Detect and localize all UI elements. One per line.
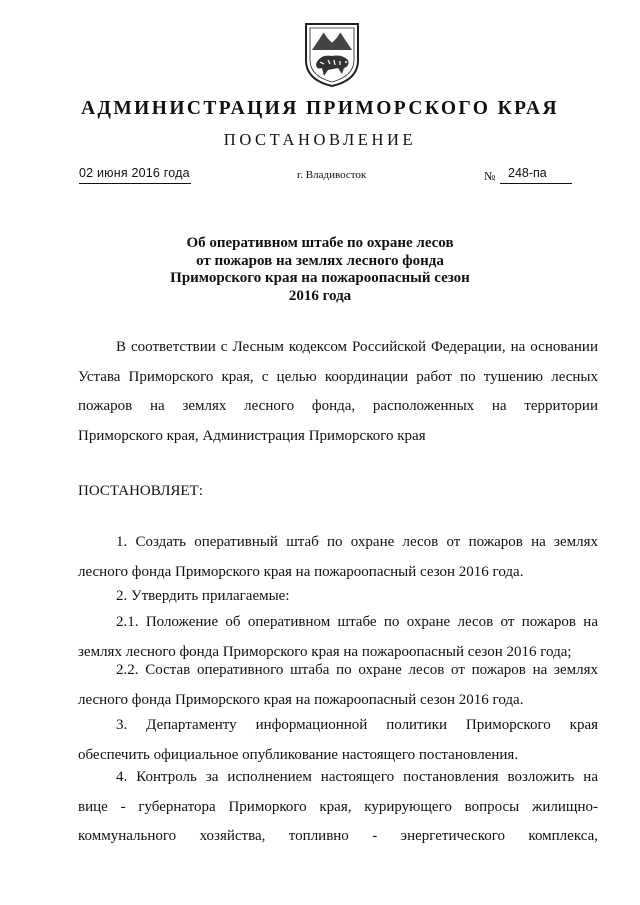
title-line: Приморского края на пожароопасный сезон bbox=[170, 270, 470, 286]
item-2-paragraph: 2. Утвердить прилагаемые: bbox=[116, 588, 290, 604]
resolves-heading: ПОСТАНОВЛЯЕТ: bbox=[78, 483, 203, 499]
text-line: землях лесного фонда Приморского края на пожароопасный сезон 2016 года; bbox=[78, 643, 572, 660]
text-line: Приморского края, Администрация Приморского края bbox=[78, 427, 426, 444]
item-2-2-paragraph bbox=[78, 656, 598, 715]
text-line: лесного фонда Приморского края на пожароопасный сезон 2016 года. bbox=[78, 691, 524, 708]
coat-of-arms-emblem bbox=[302, 20, 362, 88]
preamble-paragraph bbox=[78, 333, 598, 451]
document-title bbox=[0, 235, 640, 305]
text-line: обеспечить официальное опубликование настоящего постановления. bbox=[78, 746, 519, 763]
number-sign: № bbox=[484, 169, 496, 183]
text-line: вице - губернатора Приморкого края, курирующего вопросы жилищно- bbox=[78, 798, 598, 815]
title-line: от пожаров на землях лесного фонда bbox=[196, 252, 444, 269]
text-line: пожаров на землях лесного фонда, расположенных на территории bbox=[78, 398, 598, 414]
document-type-heading: ПОСТАНОВЛЕНИЕ bbox=[223, 130, 417, 149]
title-line: Об оперативном штабе по охране лесов bbox=[186, 235, 454, 251]
organization-heading: АДМИНИСТРАЦИЯ ПРИМОРСКОГО КРАЯ bbox=[81, 98, 559, 119]
text-line: коммунального хозяйства, топливно - энергетического комплекса, bbox=[78, 828, 598, 844]
text-line: Устава Приморского края, с целью координации работ по тушению лесных bbox=[78, 368, 598, 385]
text-line: 3. Департаменту информационной политики Приморского края bbox=[116, 717, 598, 733]
text-line: лесного фонда Приморского края на пожароопасный сезон 2016 года. bbox=[78, 563, 524, 580]
document-city: г. Владивосток bbox=[297, 169, 367, 181]
text-line: В соответствии с Лесным кодексом Российской Федерации, на основании bbox=[116, 339, 598, 355]
item-3-paragraph bbox=[78, 711, 598, 770]
title-line: 2016 года bbox=[288, 287, 352, 304]
date-underline bbox=[79, 183, 191, 184]
text-line: 1. Создать оперативный штаб по охране лесов от пожаров на землях bbox=[116, 534, 598, 550]
number-underline bbox=[500, 183, 572, 184]
document-number: 248-па bbox=[508, 166, 547, 180]
text-line: 2.1. Положение об оперативном штабе по охране лесов от пожаров на bbox=[116, 614, 598, 630]
text-line: 4. Контроль за исполнением настоящего постановления возложить на bbox=[116, 769, 598, 785]
item-1-paragraph bbox=[78, 528, 598, 587]
document-date: 02 июня 2016 года bbox=[79, 166, 190, 180]
item-4-paragraph bbox=[78, 763, 598, 852]
text-line: 2.2. Состав оперативного штаба по охране лесов от пожаров на землях bbox=[116, 662, 598, 678]
